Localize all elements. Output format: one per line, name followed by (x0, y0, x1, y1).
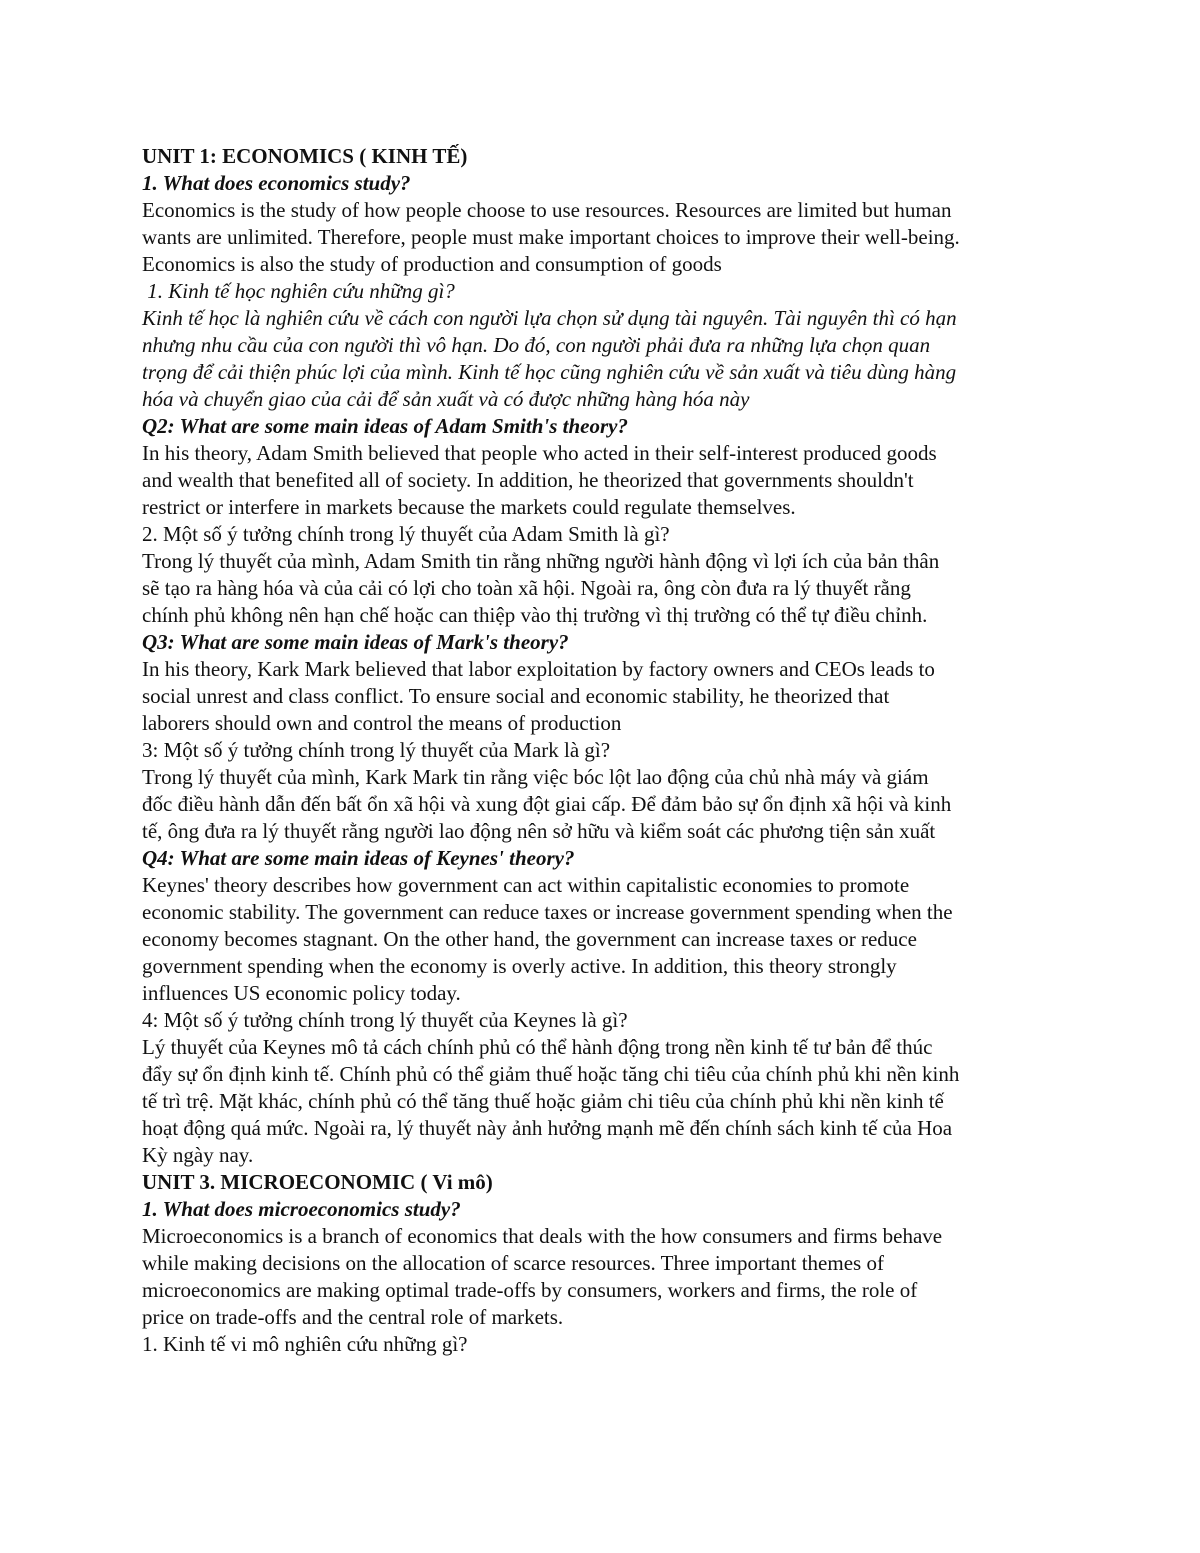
paragraph-line: 4: Một số ý tưởng chính trong lý thuyết của Keynes là gì? (142, 1008, 628, 1032)
paragraph-line: influences US economic policy today. (142, 981, 461, 1005)
paragraph-line: wants are unlimited. Therefore, people must make important choices to improve their well-being. (142, 225, 960, 249)
unit-heading: UNIT 1: ECONOMICS ( KINH TẾ) (142, 144, 468, 168)
paragraph-line: đẩy sự ổn định kinh tế. Chính phủ có thể giảm thuế hoặc tăng chi tiêu của chính phủ khi nền kinh (142, 1062, 960, 1086)
paragraph-line: laborers should own and control the means of production (142, 711, 622, 735)
paragraph-line: tế, ông đưa ra lý thuyết rằng người lao động nên sở hữu và kiểm soát các phương tiện sản xuất (142, 819, 936, 843)
paragraph-line: price on trade-offs and the central role of markets. (142, 1305, 564, 1329)
paragraph-line: 3: Một số ý tưởng chính trong lý thuyết của Mark là gì? (142, 738, 611, 762)
paragraph-line: Microeconomics is a branch of economics that deals with the how consumers and firms behave (142, 1224, 943, 1248)
paragraph-line: đốc điều hành dẫn đến bất ổn xã hội và xung đột giai cấp. Để đảm bảo sự ổn định xã hội và kinh (142, 792, 952, 816)
translation-line: hóa và chuyển giao của cải để sản xuất và có được những hàng hóa này (142, 387, 750, 411)
paragraph-line: Keynes' theory describes how government can act within capitalistic economies to promote (142, 873, 910, 897)
paragraph-line: Kỳ ngày nay. (142, 1143, 254, 1167)
paragraph-line: social unrest and class conflict. To ensure social and economic stability, he theorized that (142, 684, 890, 708)
paragraph-line: In his theory, Adam Smith believed that people who acted in their self-interest produced goods (142, 441, 937, 465)
paragraph-line: In his theory, Kark Mark believed that labor exploitation by factory owners and CEOs leads to (142, 657, 935, 681)
document-page (142, 143, 1072, 1358)
question-heading: Q3: What are some main ideas of Mark's theory? (142, 630, 569, 654)
translation-line: 1. Kinh tế học nghiên cứu những gì? (142, 279, 455, 303)
question-heading: Q2: What are some main ideas of Adam Smith's theory? (142, 414, 628, 438)
paragraph-line: government spending when the economy is overly active. In addition, this theory strongly (142, 954, 897, 978)
unit-heading: UNIT 3. MICROECONOMIC ( Vi mô) (142, 1170, 493, 1194)
paragraph-line: Trong lý thuyết của mình, Kark Mark tin rằng việc bóc lột lao động của chủ nhà máy và giám (142, 765, 929, 789)
translation-line: trọng để cải thiện phúc lợi của mình. Kinh tế học cũng nghiên cứu về sản xuất và tiêu dùng hàng (142, 360, 957, 384)
paragraph-line: Economics is the study of how people choose to use resources. Resources are limited but human (142, 198, 952, 222)
paragraph-line: sẽ tạo ra hàng hóa và của cải có lợi cho toàn xã hội. Ngoài ra, ông còn đưa ra lý thuyết rằng (142, 576, 911, 600)
paragraph-line: economic stability. The government can reduce taxes or increase government spending when the (142, 900, 953, 924)
paragraph-line: economy becomes stagnant. On the other hand, the government can increase taxes or reduce (142, 927, 917, 951)
paragraph-line: tế trì trệ. Mặt khác, chính phủ có thể tăng thuế hoặc giảm chi tiêu của chính phủ khi nền kinh tế (142, 1089, 944, 1113)
paragraph-line: hoạt động quá mức. Ngoài ra, lý thuyết này ảnh hưởng mạnh mẽ đến chính sách kinh tế của Hoa (142, 1116, 953, 1140)
question-heading: 1. What does economics study? (142, 171, 411, 195)
translation-line: Kinh tế học là nghiên cứu về cách con người lựa chọn sử dụng tài nguyên. Tài nguyên thì có hạn (142, 306, 957, 330)
paragraph-line: while making decisions on the allocation of scarce resources. Three important themes of (142, 1251, 884, 1275)
paragraph-line: and wealth that benefited all of society. In addition, he theorized that governments shouldn't (142, 468, 914, 492)
paragraph-line: 2. Một số ý tưởng chính trong lý thuyết của Adam Smith là gì? (142, 522, 670, 546)
paragraph-line: microeconomics are making optimal trade-offs by consumers, workers and firms, the role of (142, 1278, 918, 1302)
paragraph-line: restrict or interfere in markets because the markets could regulate themselves. (142, 495, 796, 519)
translation-line: nhưng nhu cầu của con người thì vô hạn. Do đó, con người phải đưa ra những lựa chọn quan (142, 333, 931, 357)
paragraph-line: 1. Kinh tế vi mô nghiên cứu những gì? (142, 1332, 468, 1356)
question-heading: 1. What does microeconomics study? (142, 1197, 461, 1221)
question-heading: Q4: What are some main ideas of Keynes' theory? (142, 846, 575, 870)
paragraph-line: chính phủ không nên hạn chế hoặc can thiệp vào thị trường vì thị trường có thể tự điều chỉnh. (142, 603, 928, 627)
paragraph-line: Economics is also the study of production and consumption of goods (142, 252, 722, 276)
paragraph-line: Lý thuyết của Keynes mô tả cách chính phủ có thể hành động trong nền kinh tế tư bản để thúc (142, 1035, 933, 1059)
paragraph-line: Trong lý thuyết của mình, Adam Smith tin rằng những người hành động vì lợi ích của bản thân (142, 549, 940, 573)
